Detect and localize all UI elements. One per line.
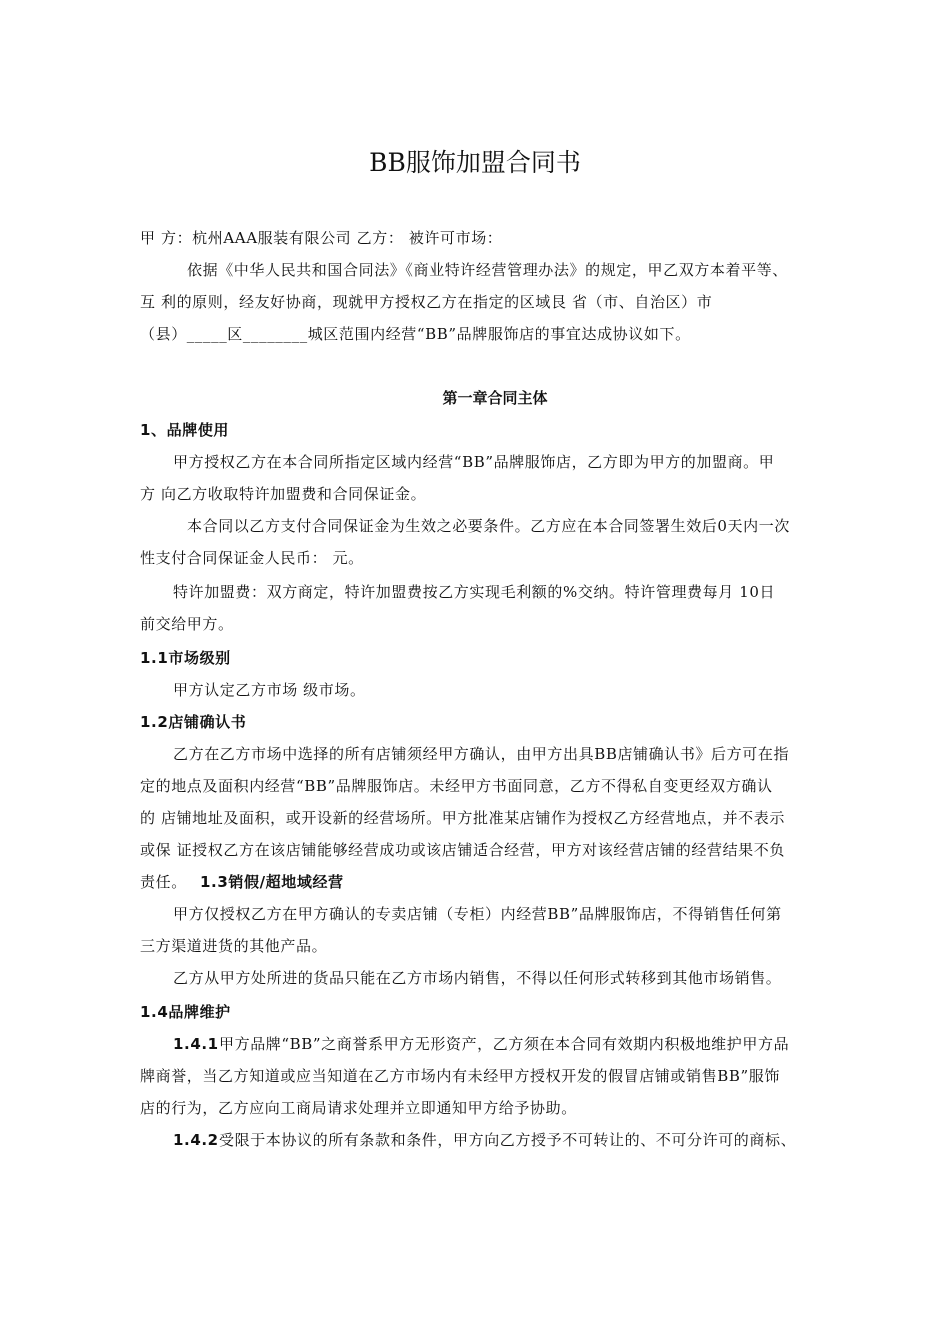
document-title: BB服饰加盟合同书 [369, 148, 581, 177]
intro-line-3: （县）_____区________城区范围内经营“BB”品牌服饰店的事宜达成协议如下。 [140, 325, 691, 343]
paragraph-line: 牌商誉，当乙方知道或应当知道在乙方市场内有未经甲方授权开发的假冒店铺或销售BB”服饰 [140, 1067, 780, 1085]
paragraph-line: 或保 证授权乙方在该店铺能够经营成功或该店铺适合经营，甲方对该经营店铺的经营结果不负 [140, 841, 785, 859]
section-heading-1-4: 1.4品牌维护 [140, 1003, 231, 1021]
section-heading-1-2: 1.2店铺确认书 [140, 713, 247, 731]
clause-number-1-4-2: 1.4.2 [173, 1131, 219, 1149]
paragraph-line: 本合同以乙方支付合同保证金为生效之必要条件。乙方应在本合同签署生效后0天内一次 [187, 517, 790, 535]
paragraph-line: 乙方在乙方市场中选择的所有店铺须经甲方确认，由甲方出具BB店铺确认书》后方可在指 [173, 745, 790, 763]
paragraph-line: 甲方授权乙方在本合同所指定区域内经营“BB”品牌服饰店，乙方即为甲方的加盟商。甲 [173, 453, 775, 471]
paragraph-line: 店的行为，乙方应向工商局请求处理并立即通知甲方给予协助。 [140, 1099, 577, 1117]
paragraph-line: 的 店铺地址及面积，或开设新的经营场所。甲方批准某店铺作为授权乙方经营地点，并不表示 [140, 809, 785, 827]
paragraph-line: 方 向乙方收取特许加盟费和合同保证金。 [140, 485, 427, 503]
section-heading-1-1: 1.1市场级别 [140, 649, 231, 667]
paragraph-line: 责任。 [140, 873, 187, 891]
paragraph-line: 甲方仅授权乙方在甲方确认的专卖店铺（专柜）内经营BB”品牌服饰店，不得销售任何第 [173, 905, 782, 923]
paragraph-line: 性支付合同保证金人民币： 元。 [140, 549, 364, 567]
section-heading-brand-use: 1、品牌使用 [140, 421, 230, 439]
clause-number-1-4-1: 1.4.1 [173, 1035, 219, 1053]
paragraph-line: 三方渠道进货的其他产品。 [140, 937, 328, 955]
parties-line: 甲 方：杭州AAA服装有限公司 乙方： 被许可市场： [140, 229, 503, 247]
section-heading-1-3: 1.3销假/超地域经营 [200, 873, 344, 891]
intro-line-2: 互 利的原则，经友好协商，现就甲方授权乙方在指定的区域艮 省（市、自治区）市 [140, 293, 713, 311]
paragraph-line: 定的地点及面积内经营“BB”品牌服饰店。未经甲方书面同意，乙方不得私自变更经双方确认 [140, 777, 773, 795]
paragraph-line: 甲方品牌“BB”之商誉系甲方无形资产，乙方须在本合同有效期内积极地维护甲方品 [219, 1035, 790, 1053]
paragraph-line: 受限于本协议的所有条款和条件，甲方向乙方授予不可转让的、不可分许可的商标、 [219, 1131, 797, 1149]
paragraph-line: 特许加盟费：双方商定，特许加盟费按乙方实现毛利额的%交纳。特许管理费每月 10日 [173, 583, 776, 601]
paragraph-line: 甲方认定乙方市场 级市场。 [173, 681, 366, 699]
paragraph-line: 乙方从甲方处所进的货品只能在乙方市场内销售，不得以任何形式转移到其他市场销售。 [173, 969, 782, 987]
chapter-heading: 第一章合同主体 [442, 389, 548, 407]
intro-line-1: 依据《中华人民共和国合同法》《商业特许经营管理办法》的规定，甲乙双方本着平等、 [187, 261, 788, 279]
paragraph-line: 前交给甲方。 [140, 615, 234, 633]
